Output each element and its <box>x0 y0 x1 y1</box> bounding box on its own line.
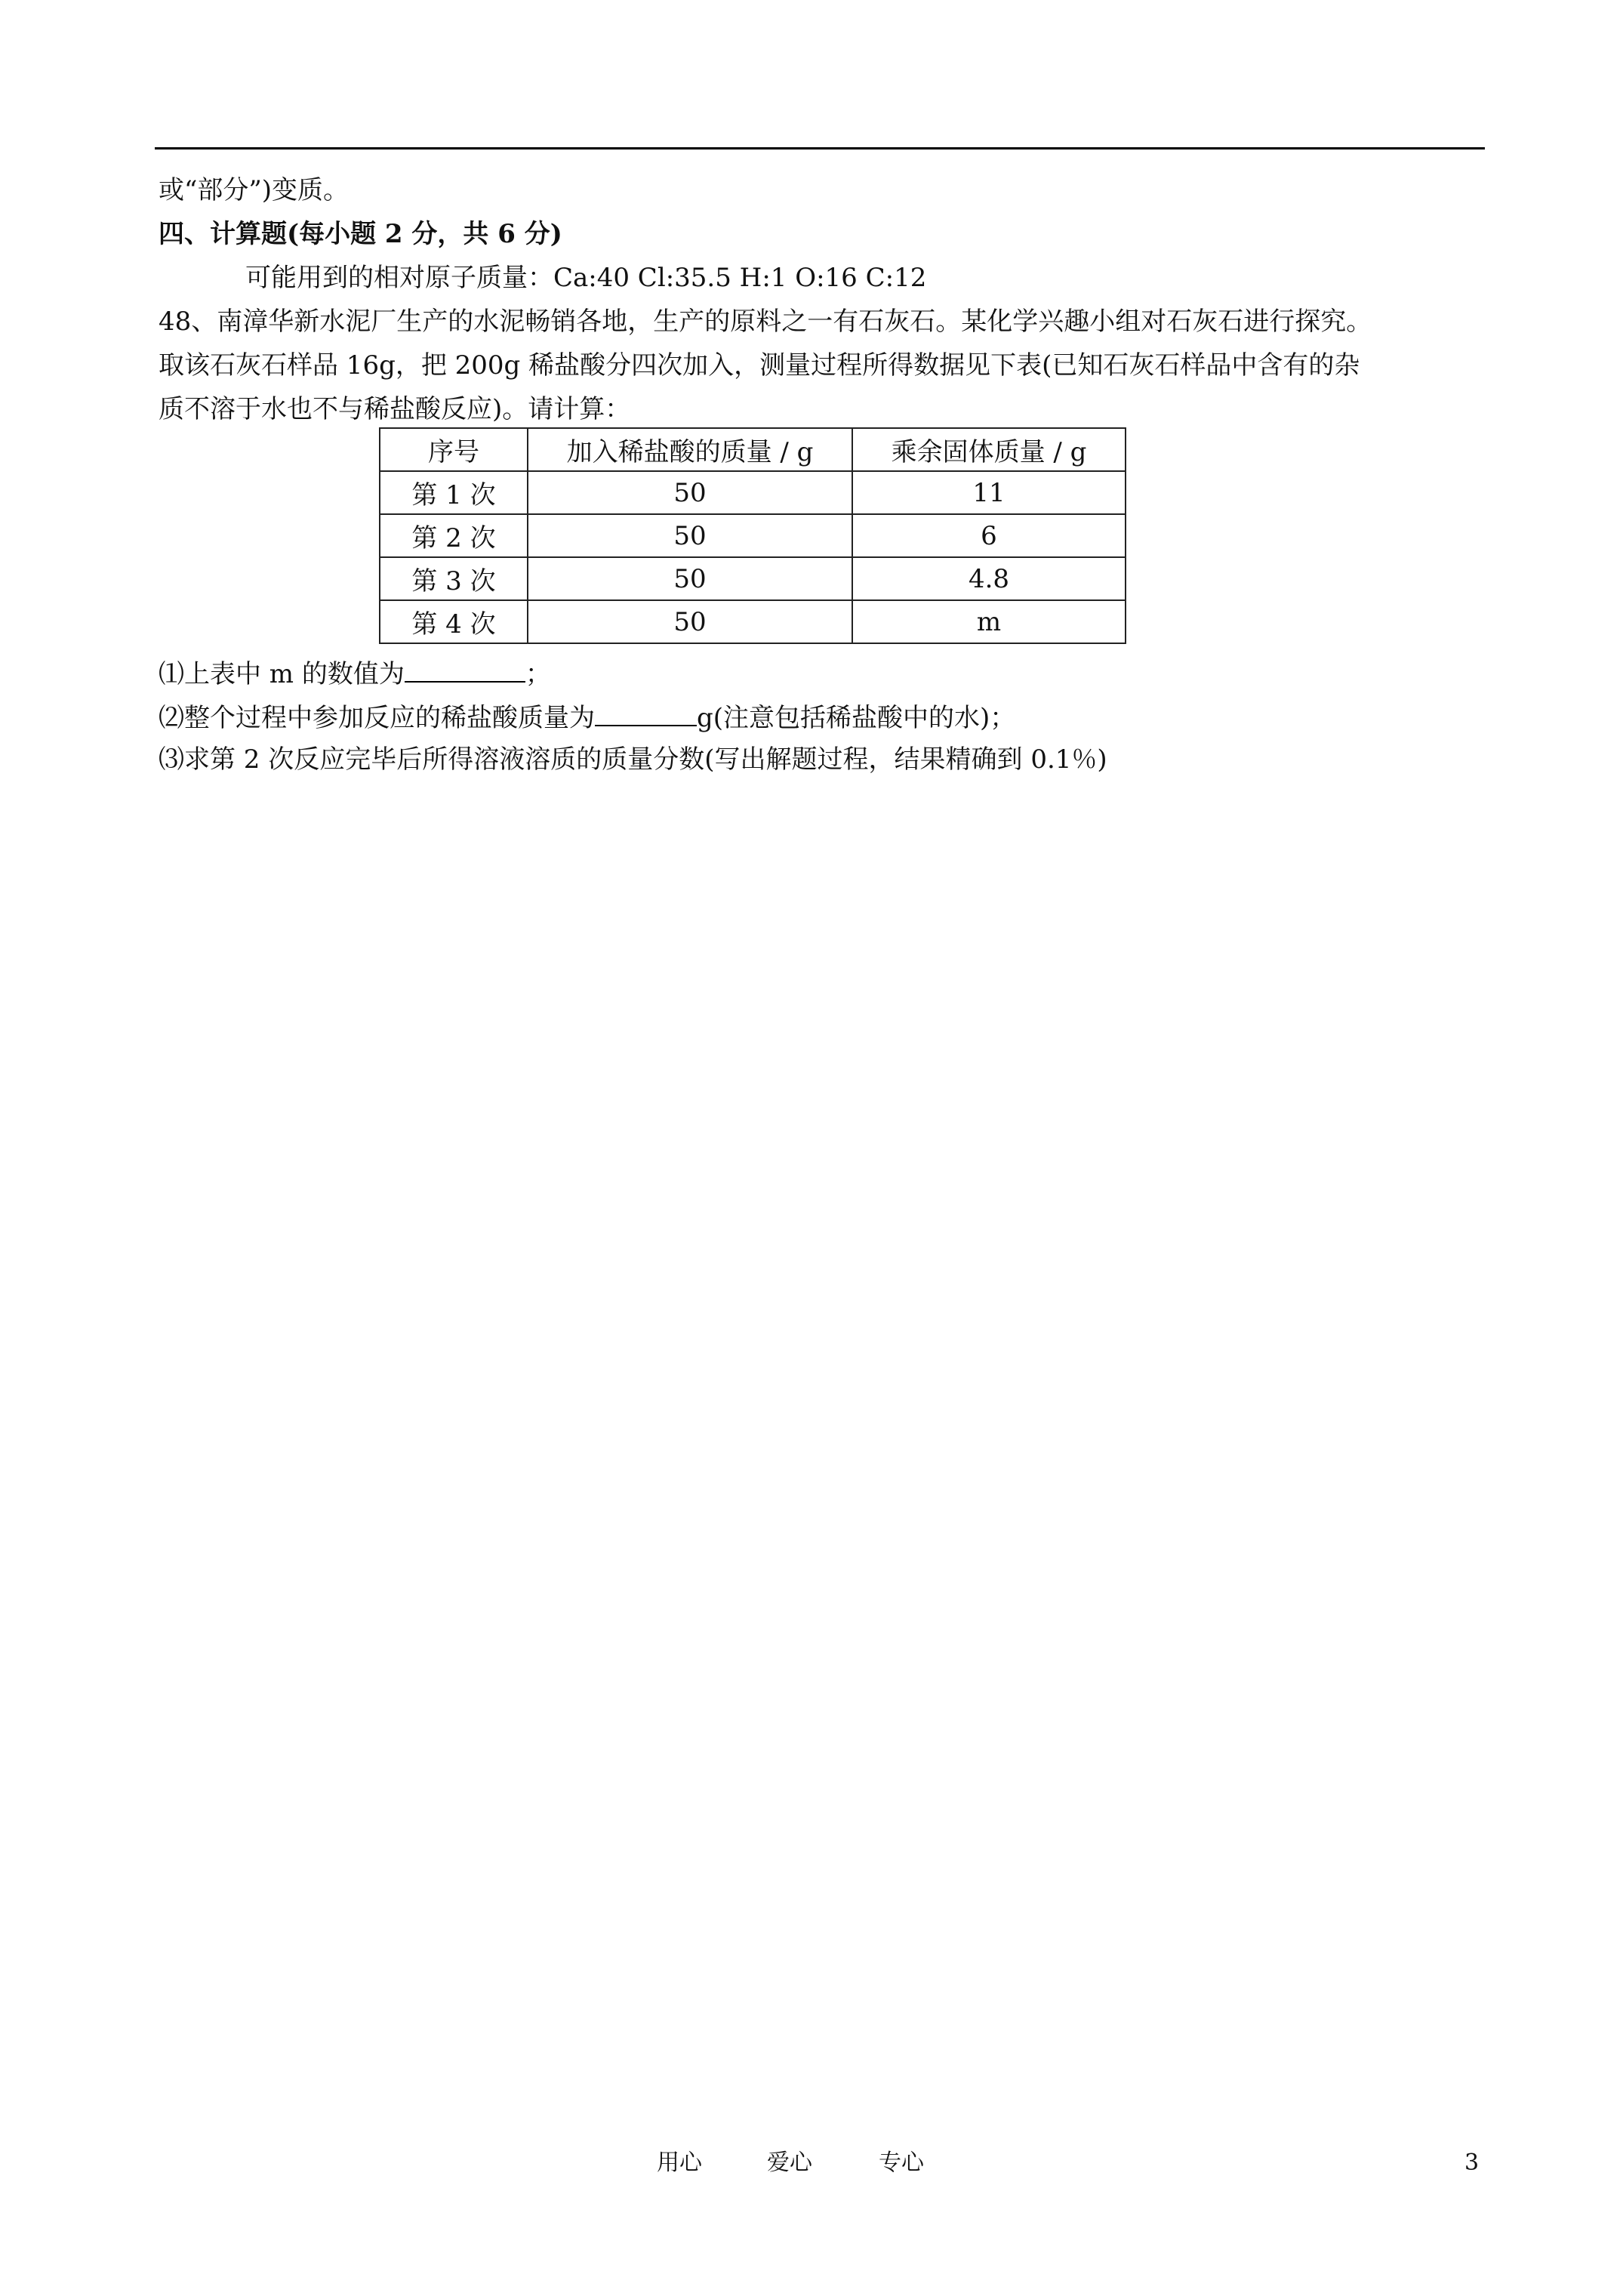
table-cell: 第 2 次 <box>380 514 528 557</box>
question-2-prefix: ⑵整个过程中参加反应的稀盐酸质量为 <box>159 703 595 733</box>
continuation-line: 或“部分”)变质。 <box>159 175 350 205</box>
table-header-cell: 序号 <box>380 428 528 471</box>
table-row <box>380 600 1126 643</box>
table-cell: 50 <box>528 600 852 643</box>
table-cell: 6 <box>852 514 1126 557</box>
section-heading: 四、计算题(每小题 2 分，共 6 分) <box>159 219 562 249</box>
table-header-cell: 加入稀盐酸的质量 / g <box>528 428 852 471</box>
problem-text-line-3: 质不溶于水也不与稀盐酸反应)。请计算： <box>159 394 631 424</box>
footer-motto: 爱心 <box>767 2150 812 2176</box>
question-2-suffix: g(注意包括稀盐酸中的水)； <box>697 703 1016 733</box>
table-cell: 50 <box>528 557 852 600</box>
table-cell: 4.8 <box>852 557 1126 600</box>
answer-blank <box>595 699 697 726</box>
question-1-suffix: ； <box>525 659 551 689</box>
table-row <box>380 514 1126 557</box>
table-cell: m <box>852 600 1126 643</box>
question-1-prefix: ⑴上表中 m 的数值为 <box>159 659 405 689</box>
atomic-masses-line: 可能用到的相对原子质量：Ca:40 Cl:35.5 H:1 O:16 C:12 <box>245 263 927 293</box>
question-1 <box>159 655 551 691</box>
table-cell: 11 <box>852 471 1126 514</box>
problem-text-line-1: 48、南漳华新水泥厂生产的水泥畅销各地，生产的原料之一有石灰石。某化学兴趣小组对石灰石进行探究。 <box>159 307 1372 337</box>
page-number: 3 <box>1464 2150 1480 2176</box>
answer-blank <box>405 655 525 683</box>
footer-motto: 用心 <box>657 2150 702 2176</box>
footer-motto: 专心 <box>879 2150 924 2176</box>
table-cell: 第 4 次 <box>380 600 528 643</box>
question-3: ⑶求第 2 次反应完毕后所得溶液溶质的质量分数(写出解题过程，结果精确到 0.1％) <box>159 744 1107 775</box>
table-cell: 50 <box>528 471 852 514</box>
table-header-cell: 乘余固体质量 / g <box>852 428 1126 471</box>
table-header-row <box>380 428 1126 471</box>
data-table <box>379 427 1126 644</box>
header-rule <box>155 147 1485 149</box>
table-cell: 第 1 次 <box>380 471 528 514</box>
table-cell: 第 3 次 <box>380 557 528 600</box>
table-row <box>380 471 1126 514</box>
table-cell: 50 <box>528 514 852 557</box>
table-row <box>380 557 1126 600</box>
question-2 <box>159 699 1015 735</box>
problem-text-line-2: 取该石灰石样品 16g，把 200g 稀盐酸分四次加入，测量过程所得数据见下表(已知石灰石样品中含有的杂 <box>159 350 1360 381</box>
